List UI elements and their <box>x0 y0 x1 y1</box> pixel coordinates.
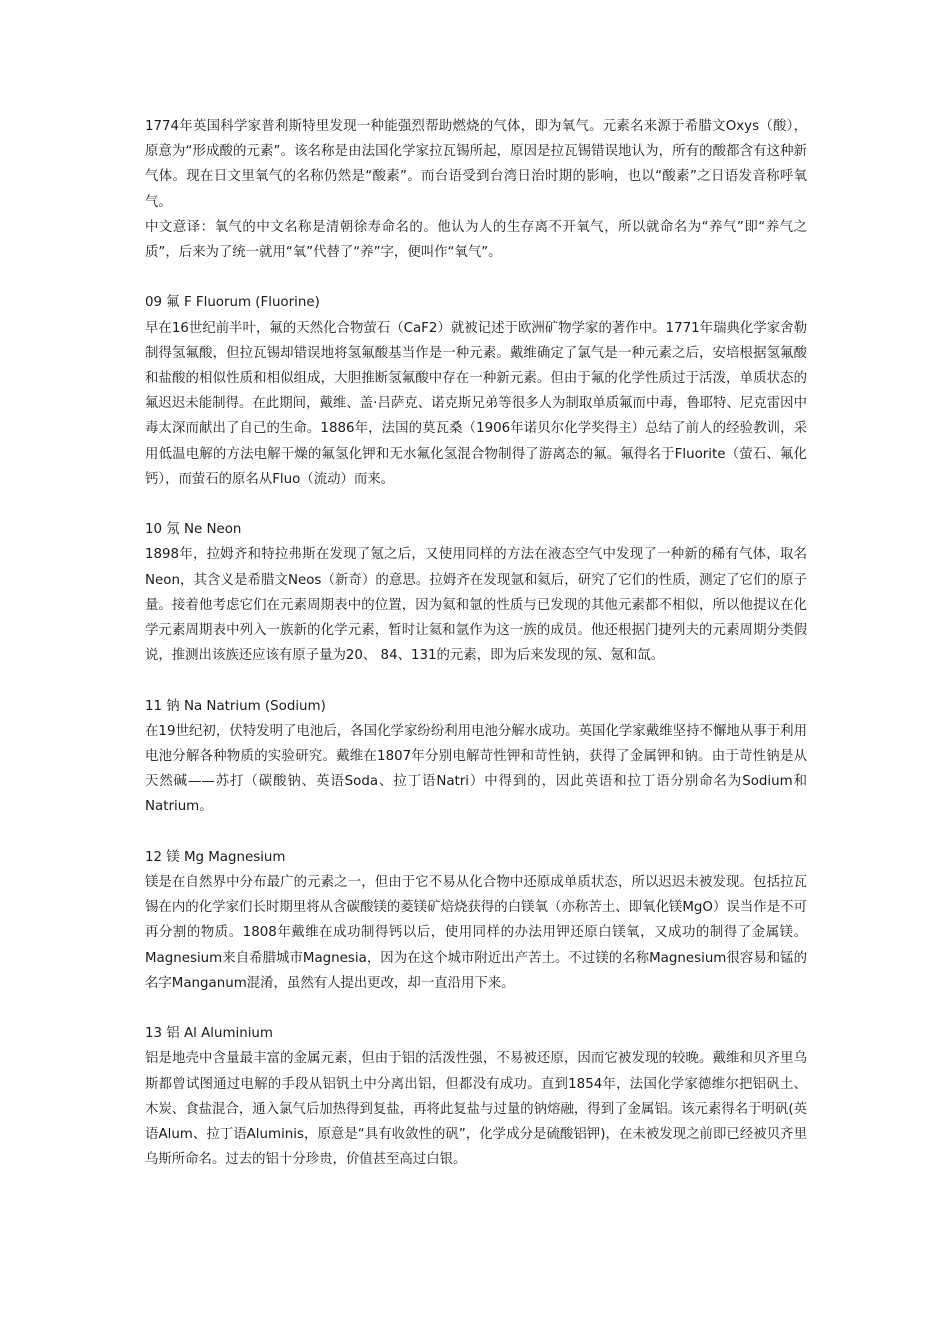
paragraph-gap <box>145 668 807 693</box>
section-aluminium <box>145 1021 807 1172</box>
intro-paragraph-oxygen-origin: 1774年英国科学家普利斯特里发现一种能强烈帮助燃烧的气体，即为氧气。元素名来源于希腊文Oxys（酸），原意为“形成酸的元素”。该名称是由法国化学家拉瓦锡所起，原因是拉瓦锡错误地认为，所有的酸都含有这种新气体。现在日文里氧气的名称仍然是“酸素”。而台语受到台湾日治时期的影响，也以“酸素”之日语发音称呼氧气。 <box>145 119 807 210</box>
paragraph-gap <box>145 265 807 290</box>
section-body: 早在16世纪前半叶，氟的天然化合物萤石（CaF2）就被记述于欧洲矿物学家的著作中。1771年瑞典化学家舍勒制得氢氟酸，但拉瓦锡却错误地将氢氟酸基当作是一种元素。戴维确定了氯气是一种元素之后，安培根据氢氟酸和盐酸的相似性质和相似组成，大胆推断氢氟酸中存在一种新元素。但由于氟的化学性质过于活泼，单质状态的氟迟迟未能制得。在此期间，戴维、盖·吕萨克、诺克斯兄弟等很多人为制取单质氟而中毒，鲁耶特、尼克雷因中毒太深而献出了自己的生命。1886年，法国的莫瓦桑（1906年诺贝尔化学奖得主）总结了前人的经验教训，采用低温电解的方法电解干燥的氟氢化钾和无水氟化氢混合物制得了游离态的氟。氟得名于Fluorite（萤石、氟化钙），而萤石的原名从Fluo（流动）而来。 <box>145 320 807 487</box>
section-fluorine <box>145 290 807 492</box>
paragraph-gap <box>145 820 807 845</box>
section-neon <box>145 517 807 668</box>
section-magnesium <box>145 845 807 996</box>
paragraph-gap <box>145 996 807 1021</box>
section-body: 镁是在自然界中分布最广的元素之一，但由于它不易从化合物中还原成单质状态，所以迟迟未被发现。包括拉瓦锡在内的化学家们长时期里将从含碳酸镁的菱镁矿焙烧获得的白镁氧（亦称苦土、即氧化镁MgO）误当作是不可再分割的物质。1808年戴维在成功制得钙以后，使用同样的办法用钾还原白镁氧，又成功的制得了金属镁。Magnesium来自希腊城市Magnesia，因为在这个城市附近出产苦土。不过镁的名称Magnesium很容易和锰的名字Manganum混淆，虽然有人提出更改，却一直沿用下来。 <box>145 875 807 991</box>
section-heading: 11 钠 Na Natrium (Sodium) <box>145 698 326 714</box>
section-body: 1898年，拉姆齐和特拉弗斯在发现了氪之后，又使用同样的方法在液态空气中发现了一种新的稀有气体，取名Neon，其含义是希腊文Neos（新奇）的意思。拉姆齐在发现氩和氦后，研究了它们的性质，测定了它们的原子量。接着他考虑它们在元素周期表中的位置，因为氦和氩的性质与已发现的其他元素都不相似，所以他提议在化学元素周期表中列入一族新的化学元素，暂时让氦和氩作为这一族的成员。他还根据门捷列夫的元素周期分类假说，推测出该族还应该有原子量为20、 84、131的元素，即为后来发现的氖、氪和氙。 <box>145 547 807 664</box>
section-sodium <box>145 694 807 820</box>
paragraph-gap <box>145 492 807 517</box>
section-body: 铝是地壳中含量最丰富的金属元素，但由于铝的活泼性强，不易被还原，因而它被发现的较晚。戴维和贝齐里乌斯都曾试图通过电解的手段从铝钒土中分离出铝，但都没有成功。直到1854年，法国化学家德维尔把铝矾土、木炭、食盐混合，通入氯气后加热得到复盐，再将此复盐与过量的钠熔融，得到了金属铝。该元素得名于明矾(英语Alum、拉丁语Aluminis，原意是“具有收敛性的矾”，化学成分是硫酸铝钾)，在未被发现之前即已经被贝齐里乌斯所命名。过去的铝十分珍贵，价值甚至高过白银。 <box>145 1051 807 1168</box>
section-heading: 09 氟 F Fluorum (Fluorine) <box>145 295 320 311</box>
section-heading: 13 铝 Al Aluminium <box>145 1026 273 1042</box>
section-heading: 10 氖 Ne Neon <box>145 522 242 538</box>
intro-paragraph-oxygen-chinese-name: 中文意译：氧气的中文名称是清朝徐寿命名的。他认为人的生存离不开氧气，所以就命名为“养气”即“养气之质”，后来为了统一就用“氧”代替了“养”字，便叫作“氧气”。 <box>145 219 807 261</box>
section-body: 在19世纪初，伏特发明了电池后，各国化学家纷纷利用电池分解水成功。英国化学家戴维坚持不懈地从事于利用电池分解各种物质的实验研究。戴维在1807年分别电解苛性钾和苛性钠，获得了金属钾和钠。由于苛性钠是从天然碱——苏打（碳酸钠、英语Soda、拉丁语Natri）中得到的，因此英语和拉丁语分别命名为Sodium和Natrium。 <box>145 723 807 815</box>
section-heading: 12 镁 Mg Magnesium <box>145 849 286 865</box>
document-page <box>145 114 807 1172</box>
